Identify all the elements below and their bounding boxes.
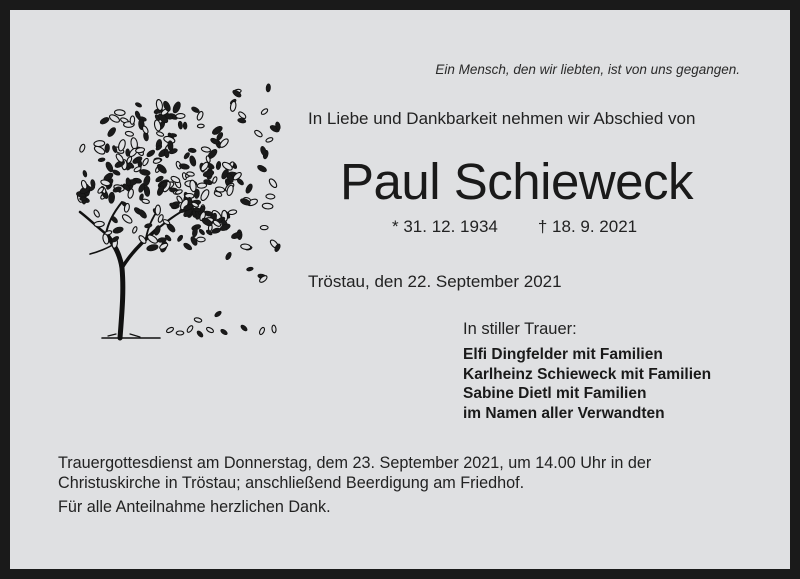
mourner-entry: Karlheinz Schieweck mit Familien: [463, 365, 712, 383]
mourners-list: [463, 345, 711, 424]
birth-date: * 31. 12. 1934: [392, 217, 498, 236]
deceased-name: Paul Schieweck: [340, 153, 694, 210]
thanks-text: Für alle Anteilnahme herzlichen Dank.: [58, 498, 331, 516]
windblown-tree-icon: [48, 62, 288, 342]
life-dates: [392, 217, 637, 237]
intro-text: In Liebe und Dankbarkeit nehmen wir Abschied von: [308, 109, 696, 128]
place-and-date: Tröstau, den 22. September 2021: [308, 272, 562, 291]
death-date: † 18. 9. 2021: [537, 217, 638, 236]
obituary-panel: [10, 10, 790, 569]
motto-text: Ein Mensch, den wir liebten, ist von uns gegangen.: [435, 62, 740, 77]
mourner-entry: Elfi Dingfelder mit Familien: [463, 346, 663, 363]
mourning-label: In stiller Trauer:: [463, 320, 577, 338]
mourner-entry: Sabine Dietl mit Familien: [463, 385, 647, 403]
service-line: Christuskirche in Tröstau; anschließend Beerdigung am Friedhof.: [58, 474, 525, 492]
mourner-entry: im Namen aller Verwandten: [463, 405, 665, 423]
funeral-service-notice: [58, 453, 758, 493]
service-line: Trauergottesdienst am Donnerstag, dem 23. September 2021, um 14.00 Uhr in der: [58, 454, 652, 472]
